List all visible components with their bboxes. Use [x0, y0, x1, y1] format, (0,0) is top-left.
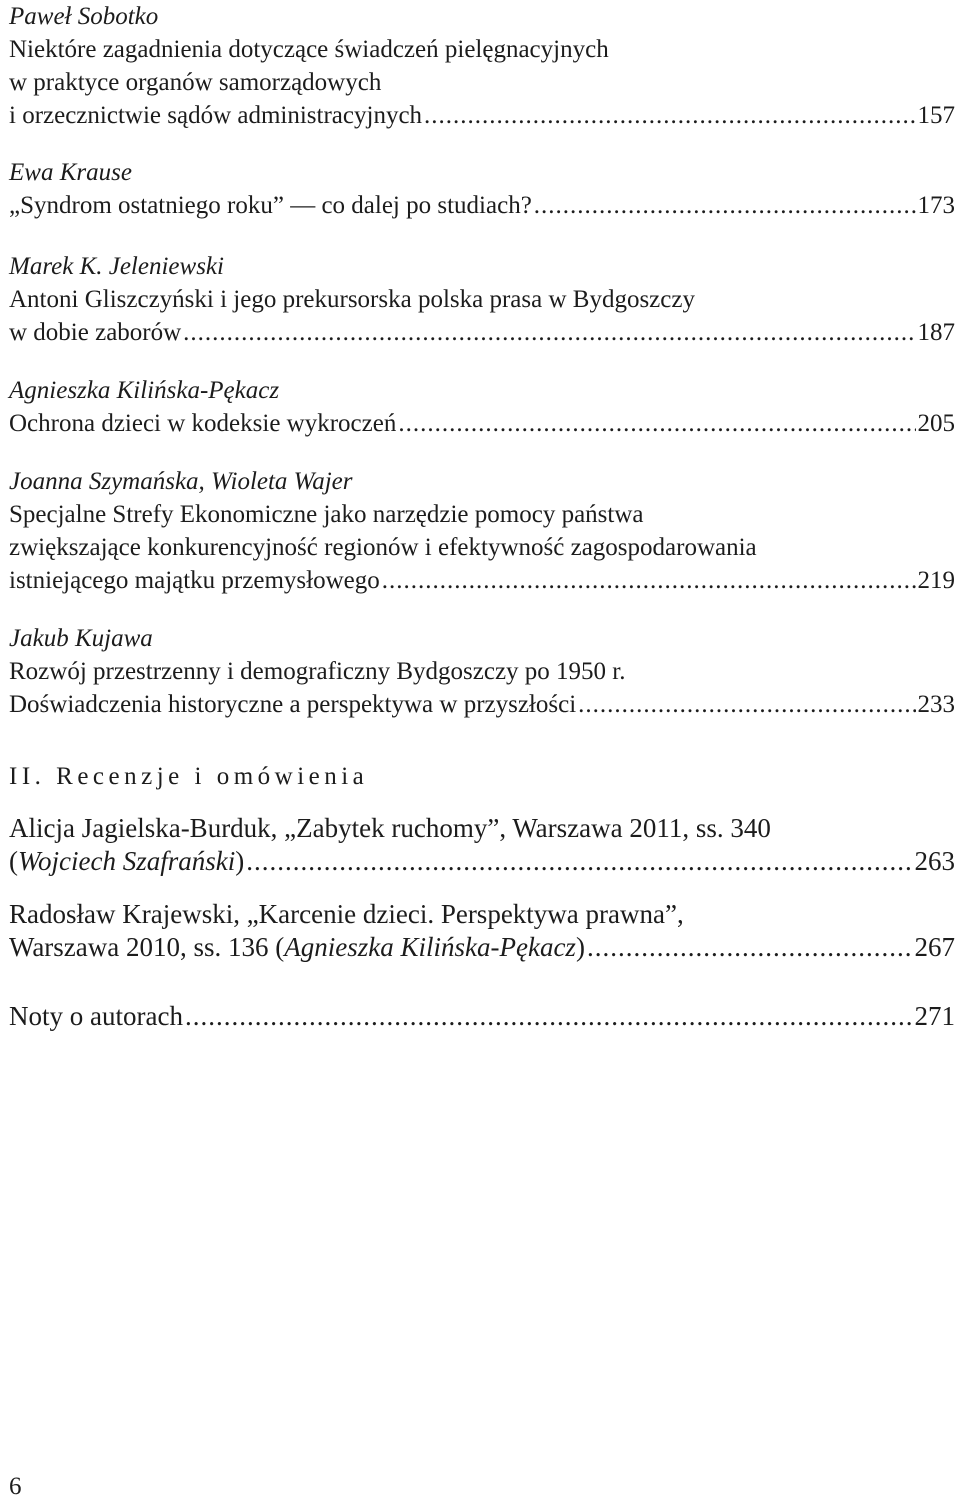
- entry-title-text: istniejącego majątku przemysłowego: [9, 567, 380, 594]
- entry-title-last-line[interactable]: [9, 564, 955, 597]
- review-title-line: Radosław Krajewski, „Karcenie dzieci. Perspektywa prawna”,: [9, 899, 684, 929]
- dot-leader: [587, 931, 913, 964]
- entry-page-number: 205: [917, 410, 955, 437]
- entry-title-line: Niektóre zagadnienia dotyczące świadczeń pielęgnacyjnych: [9, 36, 609, 63]
- entry-title-line: w praktyce organów samorządowych: [9, 69, 382, 96]
- entry-title-line: Rozwój przestrzenny i demograficzny Bydgoszczy po 1950 r.: [9, 658, 626, 685]
- dot-leader: [246, 845, 912, 878]
- entry-title-text: „Syndrom ostatniego roku” — co dalej po studiach?: [9, 192, 532, 219]
- dot-leader: [398, 407, 915, 440]
- entry-page-number: 157: [917, 102, 955, 129]
- review-last-line[interactable]: (Wojciech Szafrański) ..... 263: [9, 845, 955, 878]
- toc-entry: [9, 250, 955, 349]
- entry-title-last-line[interactable]: [9, 407, 955, 440]
- dot-leader: [578, 688, 915, 721]
- review-last-line[interactable]: Warszawa 2010, ss. 136 (Agnieszka Kilińska-Pękacz) ..... 267: [9, 931, 955, 964]
- entry-author: Marek K. Jeleniewski: [9, 253, 224, 280]
- toc-entry: [9, 622, 955, 721]
- dot-leader: [185, 1000, 913, 1033]
- entry-title-last-line[interactable]: [9, 189, 955, 222]
- entry-title-line: Specjalne Strefy Ekonomiczne jako narzędzie pomocy państwa: [9, 501, 644, 528]
- toc-entry-review: [9, 898, 955, 964]
- entry-page-number: 219: [917, 567, 955, 594]
- entry-author: Joanna Szymańska, Wioleta Wajer: [9, 468, 353, 495]
- entry-author: Jakub Kujawa: [9, 625, 153, 652]
- section-heading: II. Recenzje i omówienia: [9, 763, 369, 790]
- review-title-line: Alicja Jagielska-Burduk, „Zabytek ruchomy”, Warszawa 2011, ss. 340: [9, 813, 771, 843]
- notes-line[interactable]: [9, 1000, 955, 1033]
- toc-entry: [9, 0, 955, 132]
- notes-label: Noty o autorach: [9, 1001, 183, 1031]
- entry-author: Paweł Sobotko: [9, 3, 159, 30]
- reviewer-name: Wojciech Szafrański: [18, 846, 236, 876]
- entry-page-number: 267: [914, 932, 955, 962]
- toc-entry: [9, 374, 955, 440]
- entry-title-line: Antoni Gliszczyński i jego prekursorska polska prasa w Bydgoszczy: [9, 286, 695, 313]
- entry-title-text: Doświadczenia historyczne a perspektywa w przyszłości: [9, 691, 577, 718]
- entry-page-number: 233: [917, 691, 955, 718]
- toc-entry-notes: [9, 1000, 955, 1033]
- toc-entry-review: [9, 812, 955, 878]
- entry-page-number: 263: [914, 846, 955, 876]
- entry-title-line: zwiększające konkurencyjność regionów i efektywność zagospodarowania: [9, 534, 757, 561]
- entry-author: Agnieszka Kilińska-Pękacz: [9, 377, 280, 404]
- toc-entry: [9, 156, 955, 222]
- reviewer-name: Agnieszka Kilińska-Pękacz: [284, 932, 576, 962]
- entry-author: Ewa Krause: [9, 159, 132, 186]
- dot-leader: [183, 316, 915, 349]
- entry-title-text: Ochrona dzieci w kodeksie wykroczeń: [9, 410, 397, 437]
- entry-page-number: 187: [917, 319, 955, 346]
- entry-page-number: 173: [917, 192, 955, 219]
- footer-page-number: 6: [9, 1473, 22, 1500]
- dot-leader: [424, 99, 915, 132]
- toc-entry: [9, 465, 955, 597]
- entry-title-last-line[interactable]: [9, 99, 955, 132]
- entry-page-number: 271: [914, 1001, 955, 1031]
- entry-title-text: w dobie zaborów: [9, 319, 182, 346]
- entry-title-text: i orzecznictwie sądów administracyjnych: [9, 102, 423, 129]
- dot-leader: [382, 564, 916, 597]
- dot-leader: [534, 189, 916, 222]
- entry-title-last-line[interactable]: [9, 688, 955, 721]
- entry-title-last-line[interactable]: [9, 316, 955, 349]
